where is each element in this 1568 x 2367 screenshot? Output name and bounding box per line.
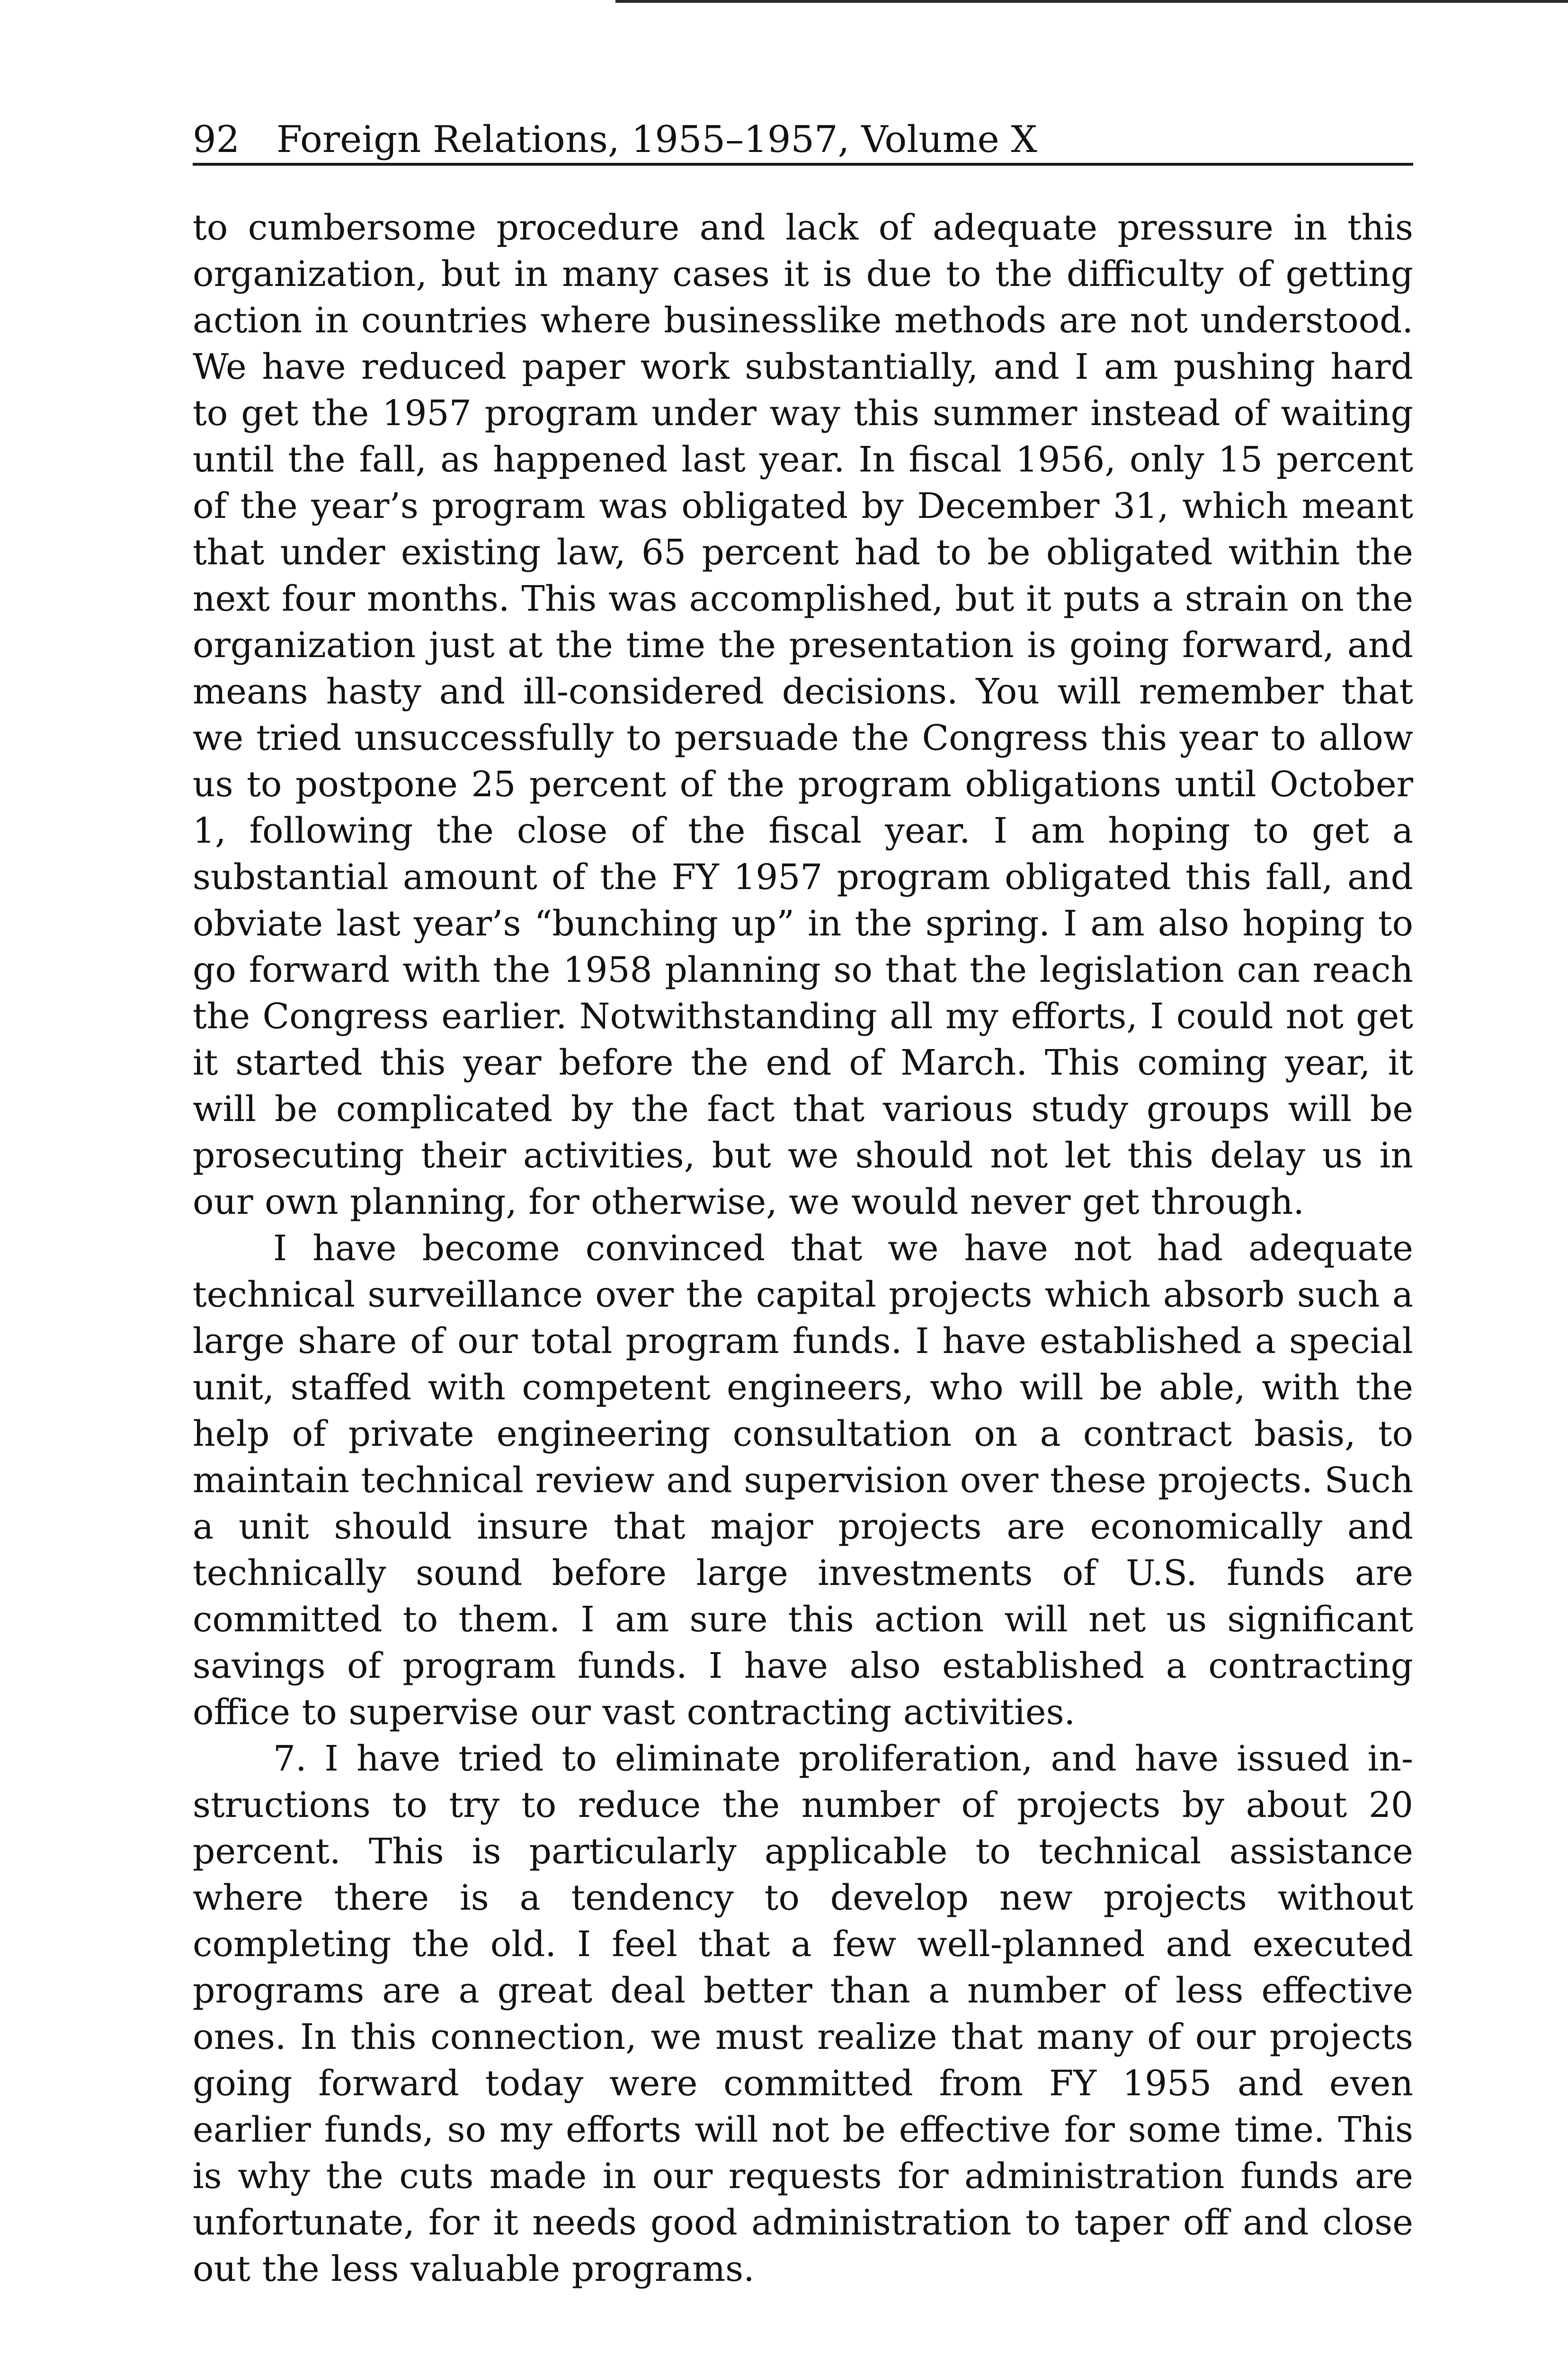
page-number: 92 — [193, 118, 240, 161]
running-head — [193, 110, 1413, 166]
paragraph-technical-surveillance: I have become convinced that we have not had adequate technical surveillance over the capital projects which absorb such a large share of our total program funds. I have established a special unit, staffed with competent engineers, who will be able, with the help of private engineering consultation on a contract basis, to maintain technical review and supervision over these projects. Such a unit should insure that major projects are economically and technically sound before large investments of U.S. funds are committed to them. I am sure this action will net us significant savings of program funds. I have also established a contracting office to supervise our vast contracting activities. — [193, 1228, 1413, 1733]
paragraph-proliferation: 7. I have tried to eliminate proliferation, and have issued instructions to try to reduce the number of projects by about 20 percent. This is particularly applicable to technical assistance where there is a tendency to develop new projects without completing the old. I feel that a few well-planned and executed programs are a great deal better than a number of less effective ones. In this connection, we must realize that many of our projects going forward today were committed from FY 1955 and even earlier funds, so my efforts will not be effective for some time. This is why the cuts made in our requests for administration funds are unfortunate, for it needs good administration to taper off and close out the less valuable programs. — [193, 1738, 1413, 2289]
running-head-title: Foreign Relations, 1955–1957, Volume X — [276, 118, 1037, 161]
body-text — [193, 205, 1413, 2292]
paragraph-continued: to cumbersome procedure and lack of adequate pressure in this organization, but in many cases it is due to the difficulty of getting action in countries where businesslike methods are not understood. We have reduced paper work substantially, and I am pushing hard to get the 1957 program under way this summer instead of waiting until the fall, as happened last year. In fiscal 1956, only 15 percent of the year’s program was obligated by December 31, which meant that under existing law, 65 percent had to be obligated within the next four months. This was accomplished, but it puts a strain on the organization just at the time the presentation is going forward, and means hasty and ill-considered decisions. You will remember that we tried unsuccessfully to persuade the Congress this year to allow us to postpone 25 percent of the program obligations until October 1, following the close of the fiscal year. I am hoping to get a substantial amount of the FY 1957 program obligated this fall, and obviate last year’s “bunching up” in the spring. I am also hoping to go forward with the 1958 planning so that the legislation can reach the Congress earlier. Notwithstanding all my efforts, I could not get it started this year before the end of March. This coming year, it will be complicated by the fact that various study groups will be prosecuting their activities, but we should not let this delay us in our own planning, for otherwise, we would never get through. — [193, 207, 1413, 1222]
top-edge-rule — [615, 0, 1568, 3]
